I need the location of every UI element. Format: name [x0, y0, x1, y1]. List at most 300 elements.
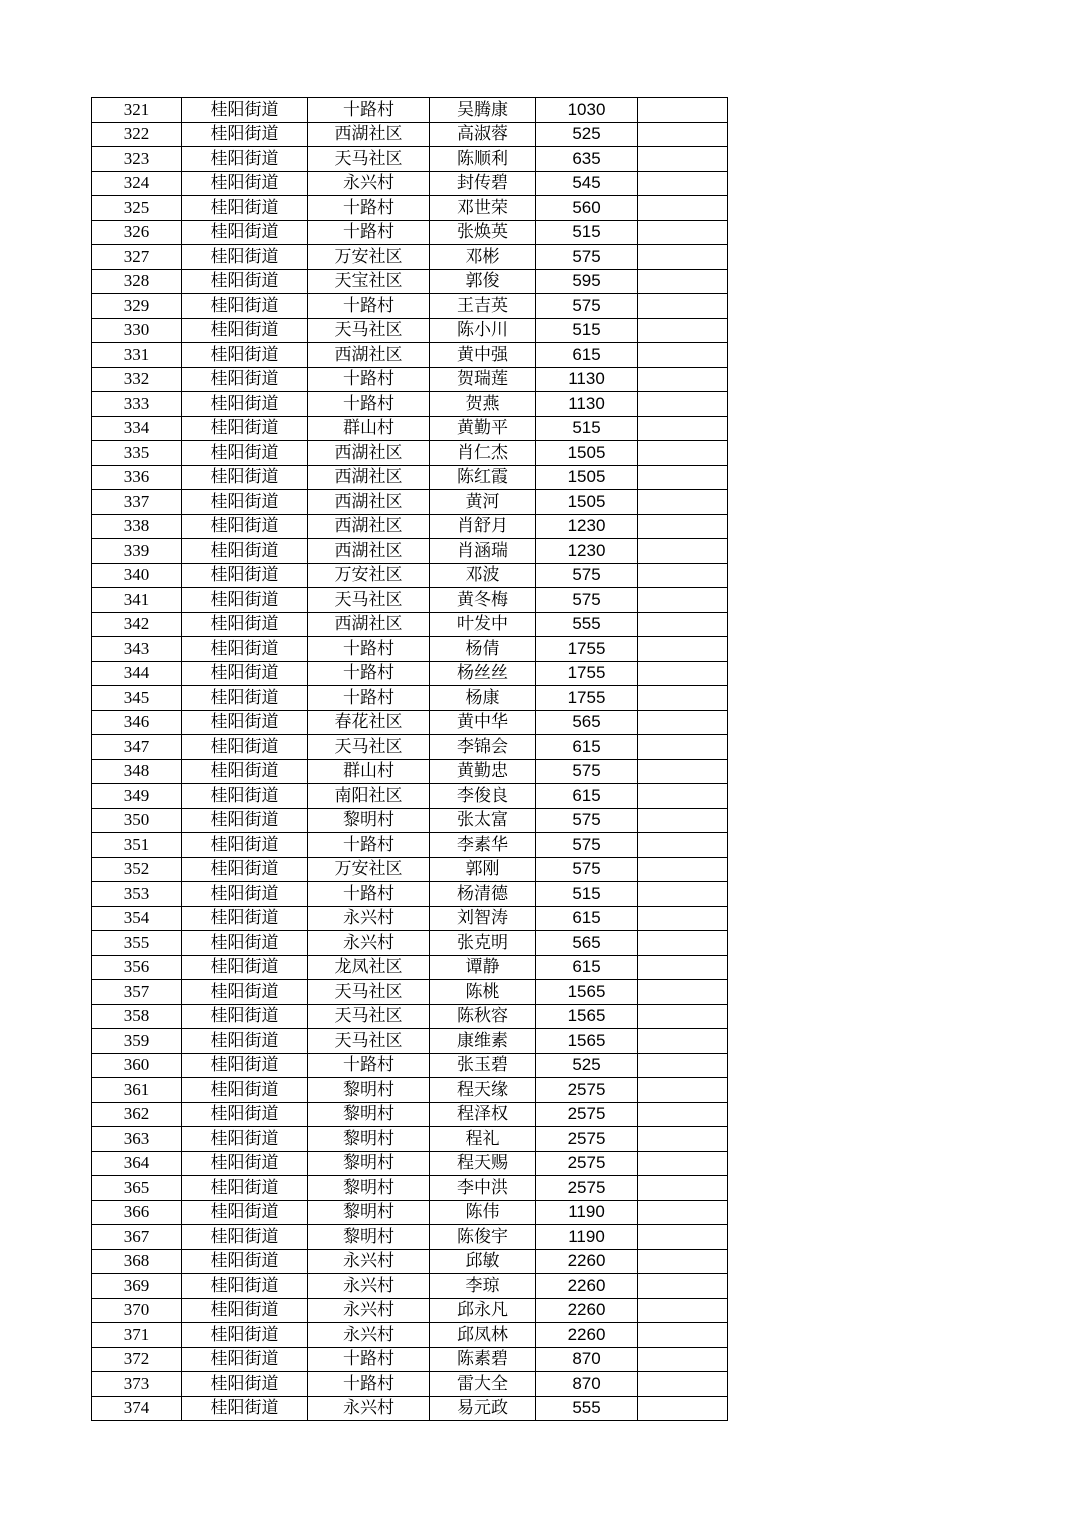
community-cell: 龙凤社区	[308, 955, 430, 980]
table-row	[92, 955, 728, 980]
note-cell	[638, 833, 728, 858]
name-cell: 陈素碧	[430, 1347, 536, 1372]
name-cell: 李俊良	[430, 784, 536, 809]
amount-cell: 1755	[536, 661, 638, 686]
row-number: 323	[92, 147, 182, 172]
row-number: 325	[92, 196, 182, 221]
row-number: 345	[92, 686, 182, 711]
table-row	[92, 1225, 728, 1250]
community-cell: 黎明村	[308, 1225, 430, 1250]
street-cell: 桂阳街道	[182, 1151, 308, 1176]
amount-cell: 1190	[536, 1200, 638, 1225]
row-number: 338	[92, 514, 182, 539]
table-row	[92, 294, 728, 319]
note-cell	[638, 171, 728, 196]
name-cell: 黄中强	[430, 343, 536, 368]
street-cell: 桂阳街道	[182, 318, 308, 343]
street-cell: 桂阳街道	[182, 588, 308, 613]
table-row	[92, 318, 728, 343]
table-row	[92, 220, 728, 245]
street-cell: 桂阳街道	[182, 1200, 308, 1225]
community-cell: 春花社区	[308, 710, 430, 735]
row-number: 374	[92, 1396, 182, 1421]
note-cell	[638, 1053, 728, 1078]
street-cell: 桂阳街道	[182, 1298, 308, 1323]
street-cell: 桂阳街道	[182, 1004, 308, 1029]
row-number: 337	[92, 490, 182, 515]
community-cell: 西湖社区	[308, 441, 430, 466]
table-row	[92, 833, 728, 858]
community-cell: 永兴村	[308, 931, 430, 956]
amount-cell: 1230	[536, 539, 638, 564]
row-number: 371	[92, 1323, 182, 1348]
amount-cell: 565	[536, 931, 638, 956]
street-cell: 桂阳街道	[182, 661, 308, 686]
amount-cell: 2575	[536, 1151, 638, 1176]
table-row	[92, 637, 728, 662]
row-number: 344	[92, 661, 182, 686]
street-cell: 桂阳街道	[182, 563, 308, 588]
street-cell: 桂阳街道	[182, 686, 308, 711]
table-row	[92, 490, 728, 515]
name-cell: 李琼	[430, 1274, 536, 1299]
name-cell: 张玉碧	[430, 1053, 536, 1078]
row-number: 354	[92, 906, 182, 931]
table-row	[92, 1053, 728, 1078]
community-cell: 万安社区	[308, 245, 430, 270]
street-cell: 桂阳街道	[182, 294, 308, 319]
note-cell	[638, 220, 728, 245]
amount-cell: 870	[536, 1372, 638, 1397]
name-cell: 郭俊	[430, 269, 536, 294]
community-cell: 南阳社区	[308, 784, 430, 809]
table-row	[92, 1274, 728, 1299]
community-cell: 天马社区	[308, 735, 430, 760]
amount-cell: 515	[536, 220, 638, 245]
community-cell: 永兴村	[308, 1274, 430, 1299]
community-cell: 十路村	[308, 686, 430, 711]
table-row	[92, 98, 728, 123]
note-cell	[638, 539, 728, 564]
row-number: 322	[92, 122, 182, 147]
note-cell	[638, 147, 728, 172]
table-row	[92, 441, 728, 466]
name-cell: 陈顺利	[430, 147, 536, 172]
row-number: 370	[92, 1298, 182, 1323]
row-number: 359	[92, 1029, 182, 1054]
table-row	[92, 514, 728, 539]
community-cell: 群山村	[308, 416, 430, 441]
note-cell	[638, 710, 728, 735]
table-row	[92, 1372, 728, 1397]
table-row	[92, 906, 728, 931]
community-cell: 十路村	[308, 833, 430, 858]
amount-cell: 1190	[536, 1225, 638, 1250]
amount-cell: 1230	[536, 514, 638, 539]
table-row	[92, 808, 728, 833]
name-cell: 陈小川	[430, 318, 536, 343]
community-cell: 十路村	[308, 220, 430, 245]
street-cell: 桂阳街道	[182, 1249, 308, 1274]
community-cell: 天宝社区	[308, 269, 430, 294]
community-cell: 十路村	[308, 1053, 430, 1078]
name-cell: 康维素	[430, 1029, 536, 1054]
name-cell: 邱永凡	[430, 1298, 536, 1323]
row-number: 324	[92, 171, 182, 196]
table-row	[92, 1151, 728, 1176]
table-row	[92, 882, 728, 907]
data-table	[91, 97, 728, 1421]
table-row	[92, 392, 728, 417]
name-cell: 陈伟	[430, 1200, 536, 1225]
row-number: 342	[92, 612, 182, 637]
amount-cell: 1755	[536, 637, 638, 662]
community-cell: 天马社区	[308, 1029, 430, 1054]
name-cell: 程天赐	[430, 1151, 536, 1176]
table-row	[92, 196, 728, 221]
row-number: 328	[92, 269, 182, 294]
note-cell	[638, 1396, 728, 1421]
community-cell: 十路村	[308, 294, 430, 319]
note-cell	[638, 514, 728, 539]
table-row	[92, 1347, 728, 1372]
name-cell: 吴腾康	[430, 98, 536, 123]
table-row	[92, 1004, 728, 1029]
note-cell	[638, 563, 728, 588]
name-cell: 邱凤林	[430, 1323, 536, 1348]
amount-cell: 595	[536, 269, 638, 294]
note-cell	[638, 318, 728, 343]
note-cell	[638, 1274, 728, 1299]
note-cell	[638, 269, 728, 294]
name-cell: 杨丝丝	[430, 661, 536, 686]
table-row	[92, 416, 728, 441]
street-cell: 桂阳街道	[182, 1396, 308, 1421]
community-cell: 天马社区	[308, 147, 430, 172]
note-cell	[638, 1004, 728, 1029]
street-cell: 桂阳街道	[182, 416, 308, 441]
note-cell	[638, 808, 728, 833]
table-row	[92, 563, 728, 588]
name-cell: 贺瑞莲	[430, 367, 536, 392]
name-cell: 高淑蓉	[430, 122, 536, 147]
amount-cell: 575	[536, 294, 638, 319]
name-cell: 程泽权	[430, 1102, 536, 1127]
street-cell: 桂阳街道	[182, 367, 308, 392]
amount-cell: 575	[536, 808, 638, 833]
name-cell: 张克明	[430, 931, 536, 956]
community-cell: 十路村	[308, 196, 430, 221]
amount-cell: 2575	[536, 1176, 638, 1201]
street-cell: 桂阳街道	[182, 1102, 308, 1127]
amount-cell: 575	[536, 857, 638, 882]
note-cell	[638, 661, 728, 686]
amount-cell: 2575	[536, 1127, 638, 1152]
row-number: 332	[92, 367, 182, 392]
street-cell: 桂阳街道	[182, 1127, 308, 1152]
table-row	[92, 1078, 728, 1103]
row-number: 360	[92, 1053, 182, 1078]
row-number: 355	[92, 931, 182, 956]
name-cell: 陈俊宇	[430, 1225, 536, 1250]
community-cell: 永兴村	[308, 1298, 430, 1323]
street-cell: 桂阳街道	[182, 882, 308, 907]
row-number: 362	[92, 1102, 182, 1127]
table-row	[92, 612, 728, 637]
note-cell	[638, 416, 728, 441]
amount-cell: 555	[536, 1396, 638, 1421]
street-cell: 桂阳街道	[182, 343, 308, 368]
street-cell: 桂阳街道	[182, 1078, 308, 1103]
table-row	[92, 1249, 728, 1274]
table-row	[92, 367, 728, 392]
row-number: 364	[92, 1151, 182, 1176]
row-number: 367	[92, 1225, 182, 1250]
name-cell: 张太富	[430, 808, 536, 833]
community-cell: 十路村	[308, 661, 430, 686]
name-cell: 程天缘	[430, 1078, 536, 1103]
amount-cell: 1130	[536, 367, 638, 392]
note-cell	[638, 245, 728, 270]
amount-cell: 1755	[536, 686, 638, 711]
amount-cell: 2260	[536, 1249, 638, 1274]
street-cell: 桂阳街道	[182, 759, 308, 784]
street-cell: 桂阳街道	[182, 1225, 308, 1250]
street-cell: 桂阳街道	[182, 857, 308, 882]
table-row	[92, 1176, 728, 1201]
name-cell: 邓彬	[430, 245, 536, 270]
table-body	[92, 98, 728, 1421]
row-number: 347	[92, 735, 182, 760]
name-cell: 张焕英	[430, 220, 536, 245]
amount-cell: 615	[536, 955, 638, 980]
amount-cell: 575	[536, 833, 638, 858]
amount-cell: 575	[536, 245, 638, 270]
name-cell: 黄河	[430, 490, 536, 515]
street-cell: 桂阳街道	[182, 710, 308, 735]
note-cell	[638, 882, 728, 907]
name-cell: 邱敏	[430, 1249, 536, 1274]
street-cell: 桂阳街道	[182, 808, 308, 833]
note-cell	[638, 98, 728, 123]
row-number: 358	[92, 1004, 182, 1029]
community-cell: 十路村	[308, 1372, 430, 1397]
community-cell: 天马社区	[308, 1004, 430, 1029]
note-cell	[638, 490, 728, 515]
amount-cell: 1130	[536, 392, 638, 417]
name-cell: 李锦会	[430, 735, 536, 760]
note-cell	[638, 906, 728, 931]
street-cell: 桂阳街道	[182, 1347, 308, 1372]
amount-cell: 525	[536, 1053, 638, 1078]
amount-cell: 615	[536, 784, 638, 809]
row-number: 343	[92, 637, 182, 662]
row-number: 353	[92, 882, 182, 907]
row-number: 330	[92, 318, 182, 343]
table-row	[92, 1298, 728, 1323]
amount-cell: 575	[536, 588, 638, 613]
note-cell	[638, 1225, 728, 1250]
street-cell: 桂阳街道	[182, 539, 308, 564]
name-cell: 黄勤平	[430, 416, 536, 441]
note-cell	[638, 686, 728, 711]
name-cell: 杨康	[430, 686, 536, 711]
community-cell: 天马社区	[308, 318, 430, 343]
table-row	[92, 686, 728, 711]
table-row	[92, 245, 728, 270]
community-cell: 黎明村	[308, 1200, 430, 1225]
community-cell: 永兴村	[308, 1249, 430, 1274]
row-number: 352	[92, 857, 182, 882]
name-cell: 叶发中	[430, 612, 536, 637]
amount-cell: 870	[536, 1347, 638, 1372]
community-cell: 永兴村	[308, 1396, 430, 1421]
table-row	[92, 147, 728, 172]
street-cell: 桂阳街道	[182, 196, 308, 221]
street-cell: 桂阳街道	[182, 490, 308, 515]
row-number: 356	[92, 955, 182, 980]
community-cell: 永兴村	[308, 906, 430, 931]
amount-cell: 515	[536, 318, 638, 343]
row-number: 361	[92, 1078, 182, 1103]
name-cell: 郭刚	[430, 857, 536, 882]
table-row	[92, 759, 728, 784]
community-cell: 西湖社区	[308, 490, 430, 515]
note-cell	[638, 1347, 728, 1372]
row-number: 321	[92, 98, 182, 123]
community-cell: 永兴村	[308, 1323, 430, 1348]
name-cell: 刘智涛	[430, 906, 536, 931]
note-cell	[638, 1323, 728, 1348]
community-cell: 十路村	[308, 392, 430, 417]
community-cell: 西湖社区	[308, 539, 430, 564]
row-number: 366	[92, 1200, 182, 1225]
amount-cell: 2260	[536, 1298, 638, 1323]
name-cell: 贺燕	[430, 392, 536, 417]
name-cell: 陈桃	[430, 980, 536, 1005]
table-row	[92, 857, 728, 882]
note-cell	[638, 857, 728, 882]
table-row	[92, 1102, 728, 1127]
row-number: 331	[92, 343, 182, 368]
note-cell	[638, 465, 728, 490]
row-number: 329	[92, 294, 182, 319]
community-cell: 西湖社区	[308, 612, 430, 637]
amount-cell: 2260	[536, 1274, 638, 1299]
table-row	[92, 661, 728, 686]
note-cell	[638, 759, 728, 784]
table-row	[92, 735, 728, 760]
street-cell: 桂阳街道	[182, 612, 308, 637]
table-row	[92, 1127, 728, 1152]
note-cell	[638, 367, 728, 392]
note-cell	[638, 1200, 728, 1225]
table-row	[92, 465, 728, 490]
table-row	[92, 588, 728, 613]
street-cell: 桂阳街道	[182, 1176, 308, 1201]
note-cell	[638, 980, 728, 1005]
row-number: 327	[92, 245, 182, 270]
community-cell: 十路村	[308, 367, 430, 392]
table-row	[92, 710, 728, 735]
table-row	[92, 122, 728, 147]
name-cell: 李中洪	[430, 1176, 536, 1201]
row-number: 372	[92, 1347, 182, 1372]
row-number: 368	[92, 1249, 182, 1274]
note-cell	[638, 1029, 728, 1054]
street-cell: 桂阳街道	[182, 98, 308, 123]
street-cell: 桂阳街道	[182, 906, 308, 931]
street-cell: 桂阳街道	[182, 1372, 308, 1397]
community-cell: 黎明村	[308, 1078, 430, 1103]
amount-cell: 1565	[536, 980, 638, 1005]
note-cell	[638, 1078, 728, 1103]
row-number: 350	[92, 808, 182, 833]
table-row	[92, 784, 728, 809]
name-cell: 陈秋容	[430, 1004, 536, 1029]
name-cell: 陈红霞	[430, 465, 536, 490]
street-cell: 桂阳街道	[182, 1274, 308, 1299]
street-cell: 桂阳街道	[182, 171, 308, 196]
street-cell: 桂阳街道	[182, 931, 308, 956]
street-cell: 桂阳街道	[182, 122, 308, 147]
name-cell: 黄冬梅	[430, 588, 536, 613]
street-cell: 桂阳街道	[182, 784, 308, 809]
name-cell: 肖仁杰	[430, 441, 536, 466]
community-cell: 天马社区	[308, 980, 430, 1005]
amount-cell: 575	[536, 563, 638, 588]
note-cell	[638, 294, 728, 319]
row-number: 339	[92, 539, 182, 564]
note-cell	[638, 612, 728, 637]
name-cell: 谭静	[430, 955, 536, 980]
note-cell	[638, 1102, 728, 1127]
row-number: 340	[92, 563, 182, 588]
row-number: 369	[92, 1274, 182, 1299]
name-cell: 程礼	[430, 1127, 536, 1152]
amount-cell: 555	[536, 612, 638, 637]
name-cell: 肖涵瑞	[430, 539, 536, 564]
street-cell: 桂阳街道	[182, 1053, 308, 1078]
amount-cell: 2575	[536, 1102, 638, 1127]
amount-cell: 575	[536, 759, 638, 784]
community-cell: 西湖社区	[308, 343, 430, 368]
community-cell: 十路村	[308, 882, 430, 907]
street-cell: 桂阳街道	[182, 392, 308, 417]
street-cell: 桂阳街道	[182, 735, 308, 760]
community-cell: 黎明村	[308, 1102, 430, 1127]
street-cell: 桂阳街道	[182, 465, 308, 490]
name-cell: 黄中华	[430, 710, 536, 735]
note-cell	[638, 1298, 728, 1323]
name-cell: 邓世荣	[430, 196, 536, 221]
street-cell: 桂阳街道	[182, 220, 308, 245]
table-row	[92, 171, 728, 196]
community-cell: 永兴村	[308, 171, 430, 196]
amount-cell: 545	[536, 171, 638, 196]
amount-cell: 1505	[536, 441, 638, 466]
name-cell: 杨清德	[430, 882, 536, 907]
community-cell: 西湖社区	[308, 465, 430, 490]
note-cell	[638, 931, 728, 956]
street-cell: 桂阳街道	[182, 833, 308, 858]
street-cell: 桂阳街道	[182, 245, 308, 270]
row-number: 363	[92, 1127, 182, 1152]
name-cell: 杨倩	[430, 637, 536, 662]
table-row	[92, 1323, 728, 1348]
street-cell: 桂阳街道	[182, 269, 308, 294]
table-row	[92, 931, 728, 956]
